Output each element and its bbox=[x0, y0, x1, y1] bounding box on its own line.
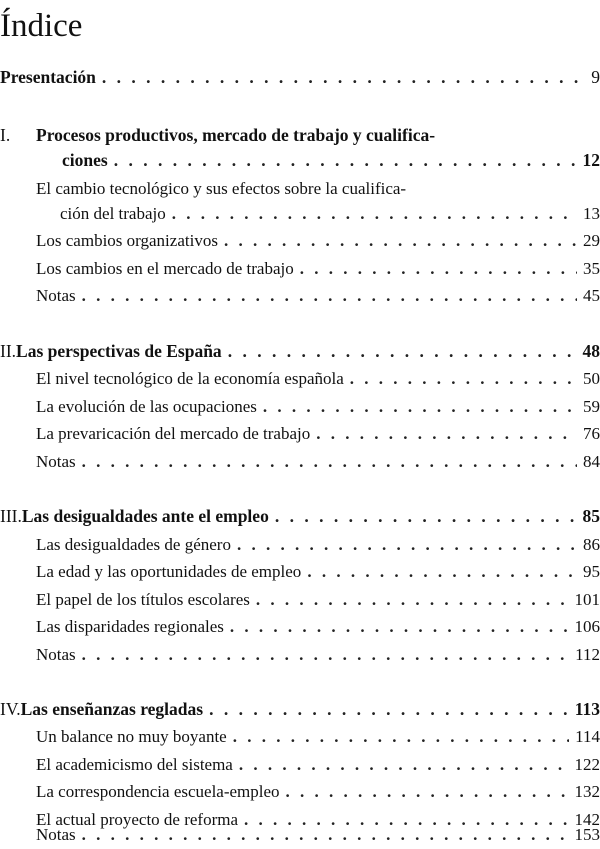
dot-leader bbox=[114, 148, 577, 173]
dot-leader bbox=[239, 752, 569, 777]
dot-leader bbox=[82, 642, 569, 667]
entry-label: El nivel tecnológico de la economía española bbox=[36, 369, 344, 388]
dot-leader bbox=[237, 532, 577, 557]
dot-leader bbox=[172, 201, 577, 226]
dot-leader bbox=[307, 559, 577, 584]
toc-entry[interactable] bbox=[0, 822, 600, 847]
entry-page: 59 bbox=[583, 397, 600, 416]
page-title: Índice bbox=[0, 8, 83, 44]
entry-page: 142 bbox=[574, 810, 600, 829]
toc-entry[interactable] bbox=[0, 228, 600, 253]
entry-label: La prevaricación del mercado de trabajo bbox=[36, 424, 311, 443]
entry-label: Notas bbox=[36, 825, 76, 844]
chapter-page: 12 bbox=[582, 150, 600, 170]
entry-page: 153 bbox=[574, 825, 600, 844]
toc-entry-line1[interactable]: El cambio tecnológico y sus efectos sobre la cualifica- bbox=[36, 179, 407, 198]
chapter-page: 48 bbox=[582, 341, 600, 361]
entry-page: 132 bbox=[574, 782, 600, 801]
dot-leader bbox=[82, 449, 577, 474]
entry-label: Notas bbox=[36, 452, 76, 471]
toc-entry[interactable] bbox=[0, 559, 600, 584]
chapter-page: 85 bbox=[582, 506, 600, 526]
toc-entry[interactable] bbox=[0, 752, 600, 777]
chapter-heading-3[interactable] bbox=[0, 504, 600, 529]
dot-leader bbox=[350, 366, 577, 391]
dot-leader bbox=[300, 256, 577, 281]
entry-label: La evolución de las ocupaciones bbox=[36, 397, 257, 416]
entry-page: 76 bbox=[583, 424, 600, 443]
chapter-title-line2: ciones bbox=[62, 150, 108, 170]
entry-label: Los cambios en el mercado de trabajo bbox=[36, 259, 294, 278]
toc-entry[interactable] bbox=[0, 724, 600, 749]
chapter-title-line1: Procesos productivos, mercado de trabajo y cualifica- bbox=[36, 125, 436, 145]
chapter-numeral: IV. bbox=[0, 699, 21, 719]
toc-entry[interactable] bbox=[0, 779, 600, 804]
entry-page: 86 bbox=[583, 535, 600, 554]
entry-label: Las disparidades regionales bbox=[36, 617, 224, 636]
toc-entry[interactable] bbox=[0, 587, 600, 612]
chapter-numeral: I. bbox=[0, 125, 11, 145]
chapter-page: 113 bbox=[574, 699, 600, 719]
entry-page: 106 bbox=[574, 617, 600, 636]
entry-label: Notas bbox=[36, 645, 76, 664]
entry-label: La edad y las oportunidades de empleo bbox=[36, 562, 302, 581]
chapter-heading-4[interactable] bbox=[0, 697, 600, 722]
dot-leader bbox=[82, 822, 569, 847]
entry-page: 9 bbox=[591, 67, 600, 87]
dot-leader bbox=[102, 65, 585, 90]
entry-page: 101 bbox=[574, 590, 600, 609]
toc-entry[interactable] bbox=[0, 532, 600, 557]
entry-page: 112 bbox=[575, 645, 600, 664]
entry-label: Un balance no muy boyante bbox=[36, 727, 227, 746]
dot-leader bbox=[228, 339, 577, 364]
entry-label: ción del trabajo bbox=[60, 204, 166, 223]
entry-page: 122 bbox=[574, 755, 600, 774]
dot-leader bbox=[263, 394, 577, 419]
entry-page: 114 bbox=[575, 727, 600, 746]
dot-leader bbox=[82, 283, 577, 308]
entry-page: 45 bbox=[583, 286, 600, 305]
chapter-heading-1-cont[interactable] bbox=[0, 148, 600, 173]
entry-label: La correspondencia escuela-empleo bbox=[36, 782, 280, 801]
chapter-heading-1[interactable] bbox=[0, 123, 600, 148]
toc-entry[interactable] bbox=[0, 283, 600, 308]
entry-label: Notas bbox=[36, 286, 76, 305]
entry-page: 29 bbox=[583, 231, 600, 250]
chapter-numeral: II. bbox=[0, 341, 17, 361]
toc-entry[interactable] bbox=[0, 642, 600, 667]
entry-page: 13 bbox=[583, 204, 600, 223]
toc-entry[interactable] bbox=[0, 366, 600, 391]
chapter-title: Las desigualdades ante el empleo bbox=[21, 506, 269, 526]
toc-entry[interactable] bbox=[0, 614, 600, 639]
toc-entry[interactable] bbox=[0, 256, 600, 281]
chapter-numeral: III. bbox=[0, 506, 22, 526]
dot-leader bbox=[233, 724, 569, 749]
entry-label: Los cambios organizativos bbox=[36, 231, 218, 250]
dot-leader bbox=[230, 614, 569, 639]
entry-page: 95 bbox=[583, 562, 600, 581]
toc-entry[interactable] bbox=[0, 421, 600, 446]
chapter-title: Las perspectivas de España bbox=[16, 341, 222, 361]
entry-label: El papel de los títulos escolares bbox=[36, 590, 250, 609]
entry-label: El actual proyecto de reforma bbox=[36, 810, 239, 829]
dot-leader bbox=[209, 697, 569, 722]
dot-leader bbox=[256, 587, 569, 612]
dot-leader bbox=[224, 228, 577, 253]
toc-entry[interactable] bbox=[0, 449, 600, 474]
entry-label: El academicismo del sistema bbox=[36, 755, 233, 774]
dot-leader bbox=[275, 504, 577, 529]
toc-entry-presentacion[interactable] bbox=[0, 65, 600, 90]
entry-label: Las desigualdades de género bbox=[36, 535, 231, 554]
entry-label: Presentación bbox=[0, 67, 96, 87]
dot-leader bbox=[316, 421, 577, 446]
chapter-heading-2[interactable] bbox=[0, 339, 600, 364]
toc-entry[interactable] bbox=[0, 394, 600, 419]
entry-page: 35 bbox=[583, 259, 600, 278]
toc-entry[interactable] bbox=[0, 201, 600, 226]
chapter-title: Las enseñanzas regladas bbox=[20, 699, 204, 719]
entry-page: 50 bbox=[583, 369, 600, 388]
entry-page: 84 bbox=[583, 452, 600, 471]
dot-leader bbox=[286, 779, 569, 804]
